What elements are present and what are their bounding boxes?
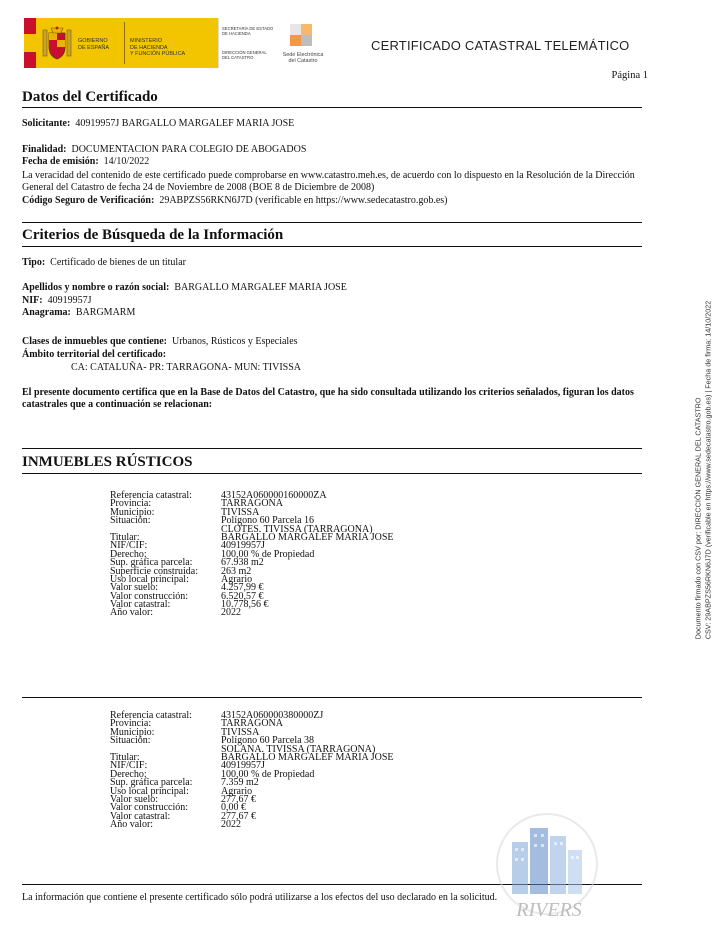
property-field-value: BARGALLO MARGALEF MARIA JOSE bbox=[221, 531, 394, 543]
property-field-value: 100,00 % de Propiedad bbox=[221, 768, 315, 780]
apellidos-line: Apellidos y nombre o razón social: BARGALLO MARGALEF MARIA JOSE bbox=[22, 282, 347, 293]
property-field-label: Superficie construida: bbox=[110, 565, 199, 577]
page-number: Página 1 bbox=[611, 70, 648, 81]
property-field-label: Provincia: bbox=[110, 498, 152, 510]
property-field-label: Año valor: bbox=[110, 819, 154, 831]
property-field-label: Municipio: bbox=[110, 506, 155, 518]
property-field-label: Titular: bbox=[110, 751, 140, 763]
footer-note: La información que contiene el presente certificado sólo podrá utilizarse a los efectos del uso declarado en la solicitud. bbox=[22, 892, 498, 903]
property-field-label: Valor catastral: bbox=[110, 810, 171, 822]
section-rule bbox=[22, 448, 642, 449]
section-rule bbox=[22, 107, 642, 108]
property-field-label: Uso local principal: bbox=[110, 573, 189, 585]
watermark-text: RIVERS bbox=[516, 899, 582, 921]
property-field-value: Agrario bbox=[221, 785, 253, 797]
property-field-value: 7.359 m2 bbox=[221, 777, 259, 789]
property-field-value: TARRAGONA bbox=[221, 498, 283, 510]
veracidad-text: La veracidad del contenido de este certificado puede comprobarse en www.catastro.meh.es, de acuerdo con lo dispuesto en la Resolución de la Dirección General del Catastro de fecha 24 de Noviembre de 2008 (BOE 8 de Diciembre de 2008) bbox=[22, 170, 635, 193]
property-field-value: TIVISSA bbox=[221, 506, 260, 518]
ambito-line: Ámbito territorial del certificado: bbox=[22, 349, 167, 360]
property-field-value: 263 m2 bbox=[221, 565, 252, 577]
property-field-label: Valor catastral: bbox=[110, 599, 171, 611]
property-field-value: 43152A060000380000ZJ bbox=[221, 710, 324, 721]
property-field-label: Derecho: bbox=[110, 548, 147, 560]
property-field-value: 67.938 m2 bbox=[221, 557, 264, 569]
property-field-value: Polígono 60 Parcela 16 bbox=[221, 515, 315, 527]
clases-line: Clases de inmuebles que contiene: Urbanos, Rústicos y Especiales bbox=[22, 336, 298, 347]
property-field-label: Sup. gráfica parcela: bbox=[110, 557, 193, 569]
property-field-value: 2022 bbox=[221, 607, 241, 619]
property-field-label: Derecho: bbox=[110, 768, 147, 780]
property-field-label: NIF/CIF: bbox=[110, 540, 148, 552]
header-divider bbox=[124, 22, 125, 64]
sede-catastro-icon bbox=[290, 24, 312, 46]
property-field-value: BARGALLO MARGALEF MARIA JOSE bbox=[221, 751, 394, 763]
solicitante-line: Solicitante: 40919957J BARGALLO MARGALEF MARIA JOSE bbox=[22, 118, 295, 129]
datos-heading: Datos del Certificado bbox=[22, 89, 158, 105]
property-field-label: Año valor: bbox=[110, 607, 154, 619]
section-rule bbox=[22, 222, 642, 223]
property-field-label: Titular: bbox=[110, 531, 140, 543]
property-field-label: Sup. gráfica parcela: bbox=[110, 777, 193, 789]
secretaria-label: SECRETARÍA DE ESTADO DE HACIENDA bbox=[222, 26, 274, 36]
property-field-value: SOLANA. TIVISSA (TARRAGONA) bbox=[221, 743, 376, 755]
section-rule bbox=[22, 246, 642, 247]
property-field-label: Uso local principal: bbox=[110, 785, 189, 797]
anagrama-line: Anagrama: BARGMARM bbox=[22, 307, 136, 318]
property-field-value: 0,00 € bbox=[221, 802, 246, 814]
property-field-value: 40919957J bbox=[221, 540, 265, 552]
property-field-label: Situación: bbox=[110, 515, 151, 527]
property-field-label: Valor suelo: bbox=[110, 793, 159, 805]
property-field-value: 6.520,57 € bbox=[221, 590, 264, 602]
property-field-value: 277,67 € bbox=[221, 810, 256, 822]
fecha-line: Fecha de emisión: 14/10/2022 bbox=[22, 156, 150, 167]
property-field-value: 2022 bbox=[221, 819, 241, 831]
spain-flag-icon bbox=[24, 18, 36, 68]
property-field-label: Valor suelo: bbox=[110, 582, 159, 594]
property-field-label: NIF/CIF: bbox=[110, 760, 148, 772]
property-field-label: Valor construcción: bbox=[110, 802, 189, 814]
document-title: CERTIFICADO CATASTRAL TELEMÁTICO bbox=[371, 38, 630, 53]
ambito-value: CA: CATALUÑA- PR: TARRAGONA- MUN: TIVISSA bbox=[71, 362, 301, 373]
ministerio-label: MINISTERIO DE HACIENDA Y FUNCIÓN PÚBLICA bbox=[130, 38, 186, 57]
property-separator bbox=[22, 697, 642, 698]
property-field-value: 4.257,99 € bbox=[221, 582, 264, 594]
property-field-label: Referencia catastral: bbox=[110, 710, 192, 721]
nif-line: NIF: 40919957J bbox=[22, 295, 92, 306]
property-field-label: Provincia: bbox=[110, 718, 152, 730]
direccion-label: DIRECCIÓN GENERAL DEL CATASTRO bbox=[222, 50, 267, 60]
property-field-value: CLOTES. TIVISSA (TARRAGONA) bbox=[221, 523, 373, 535]
section-rule bbox=[22, 473, 642, 474]
property-field-value: 277,67 € bbox=[221, 793, 256, 805]
property-field-value: Polígono 60 Parcela 38 bbox=[221, 735, 315, 747]
rivers-watermark-logo bbox=[490, 812, 608, 922]
criterios-heading: Criterios de Búsqueda de la Información bbox=[22, 227, 284, 243]
property-field-value: 40919957J bbox=[221, 760, 265, 772]
property-field-label: Situación: bbox=[110, 735, 151, 747]
certifica-text: El presente documento certifica que en la Base de Datos del Catastro, que ha sido consultada utilizando los criterios señalados, figuran los datos catastrales que a continuación se relacionan: bbox=[22, 387, 634, 410]
tipo-line: Tipo: Certificado de bienes de un titular bbox=[22, 257, 186, 268]
property-field-label: Referencia catastral: bbox=[110, 490, 192, 501]
property-field-value: 10.778,56 € bbox=[221, 599, 269, 611]
property-field-value: 100,00 % de Propiedad bbox=[221, 548, 315, 560]
sede-label: Sede Electrónica del Catastro bbox=[282, 52, 324, 65]
rusticos-heading: INMUEBLES RÚSTICOS bbox=[22, 454, 193, 470]
finalidad-line: Finalidad: DOCUMENTACION PARA COLEGIO DE ABOGADOS bbox=[22, 144, 307, 155]
property-field-value: 43152A060000160000ZA bbox=[221, 490, 327, 501]
csv-line: Código Seguro de Verificación: 29ABPZS56RKN6J7D (verificable en https://www.sedecatastro.gob.es) bbox=[22, 195, 448, 206]
csv-signature-stamp: Documento firmado con CSV por: DIRECCIÓN GENERAL DEL CATASTRO CSV: 29ABPZS56RKN6J7D (verificable en https://www.sedecatastro.gob.es) | Fecha de firma: 14/10/2022 bbox=[693, 300, 712, 640]
property-field-label: Valor construcción: bbox=[110, 590, 189, 602]
coat-of-arms-icon bbox=[40, 26, 74, 62]
property-field-value: Agrario bbox=[221, 573, 253, 585]
gobierno-label: GOBIERNO DE ESPAÑA bbox=[78, 38, 110, 51]
property-field-label: Municipio: bbox=[110, 726, 155, 738]
property-field-value: TARRAGONA bbox=[221, 718, 283, 730]
property-field-value: TIVISSA bbox=[221, 726, 260, 738]
